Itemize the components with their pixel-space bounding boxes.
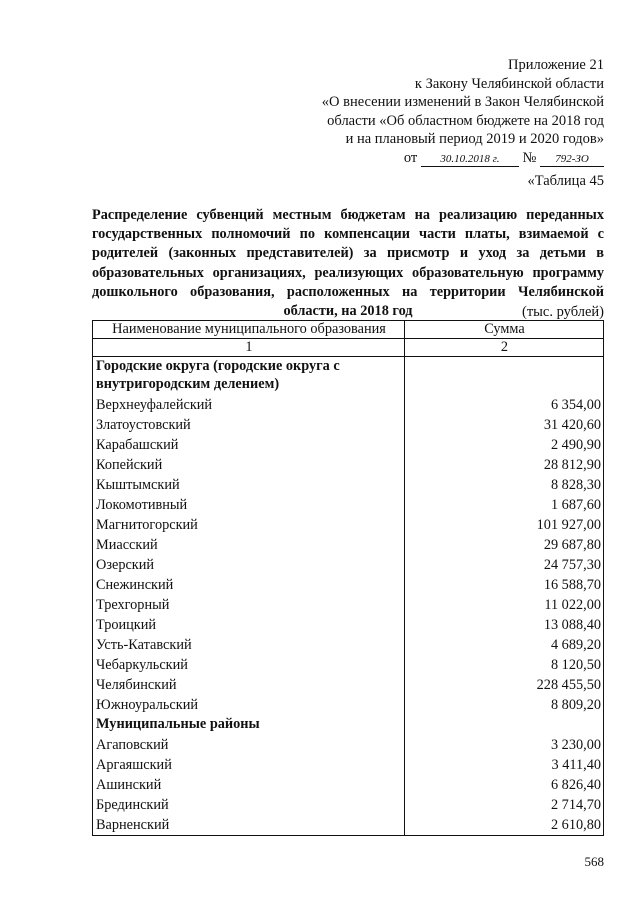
subsidy-amount: 6 354,00 <box>405 395 604 415</box>
subsidy-amount: 228 455,50 <box>405 675 604 695</box>
table-row <box>93 555 604 575</box>
municipality-name: Златоустовский <box>93 415 405 435</box>
appendix-number: Приложение 21 <box>508 57 604 73</box>
section-empty-cell <box>405 357 604 396</box>
subsidy-amount: 2 714,70 <box>405 795 604 815</box>
subsidy-amount: 4 689,20 <box>405 635 604 655</box>
date-prefix: от <box>403 149 418 166</box>
appendix-law-ref: к Закону Челябинской области <box>414 75 604 92</box>
decree-number: 792-ЗО <box>540 152 604 167</box>
header-name: Наименование муниципального образования <box>93 321 405 339</box>
subsidy-amount: 3 411,40 <box>405 755 604 775</box>
subsidy-amount: 6 826,40 <box>405 775 604 795</box>
municipality-name: Озерский <box>93 555 405 575</box>
table-row <box>93 455 604 475</box>
document-title: Распределение субвенций местным бюджетам на реализацию переданных государственных полномочий по компенсации части платы, взимаемой с родителей (законных представителей) за присмотр и уход за детьми в образовательных организациях, реализующих образовательную программу дошкольного образования, расположенных на территории Челябинской области, на 2018 год <box>92 207 604 320</box>
subsidy-amount: 24 757,30 <box>405 555 604 575</box>
table-row <box>93 795 604 815</box>
section-row-city-districts <box>93 357 604 396</box>
municipality-name: Чебаркульский <box>93 655 405 675</box>
table-row <box>93 595 604 615</box>
subsidy-amount: 29 687,80 <box>405 535 604 555</box>
municipality-name: Аргаяшский <box>93 755 405 775</box>
table-row <box>93 575 604 595</box>
subsidy-amount: 28 812,90 <box>405 455 604 475</box>
municipality-name: Кыштымский <box>93 475 405 495</box>
subsidy-table <box>92 320 604 836</box>
municipality-name: Южноуральский <box>93 695 405 715</box>
municipality-name: Локомотивный <box>93 495 405 515</box>
table-label: «Таблица 45 <box>527 173 604 189</box>
units-label: (тыс. рублей) <box>522 304 604 320</box>
municipality-name: Магнитогорский <box>93 515 405 535</box>
subsidy-amount: 13 088,40 <box>405 615 604 635</box>
subsidy-amount: 8 828,30 <box>405 475 604 495</box>
municipality-name: Трехгорный <box>93 595 405 615</box>
table-row <box>93 675 604 695</box>
table-row <box>93 735 604 755</box>
table-row <box>93 495 604 515</box>
table-row <box>93 415 604 435</box>
subsidy-amount: 31 420,60 <box>405 415 604 435</box>
table-row <box>93 755 604 775</box>
section-title: Городские округа (городские округа с внутригородским делением) <box>93 357 405 396</box>
header-sum: Сумма <box>405 321 604 339</box>
subsidy-amount: 11 022,00 <box>405 595 604 615</box>
municipality-name: Ашинский <box>93 775 405 795</box>
appendix-law-title-2: области «Об областном бюджете на 2018 год <box>327 112 604 129</box>
table-row <box>93 515 604 535</box>
page-number: 568 <box>584 854 604 869</box>
section-empty-cell <box>405 715 604 735</box>
municipality-name: Снежинский <box>93 575 405 595</box>
table-row <box>93 535 604 555</box>
appendix-law-title-1: «О внесении изменений в Закон Челябинской <box>321 94 604 110</box>
table-row <box>93 475 604 495</box>
table-row <box>93 815 604 836</box>
subsidy-amount: 8 809,20 <box>405 695 604 715</box>
table-row <box>93 615 604 635</box>
subsidy-amount: 101 927,00 <box>405 515 604 535</box>
number-prefix: № <box>522 149 537 166</box>
municipality-name: Агаповский <box>93 735 405 755</box>
column-number-row <box>93 339 604 357</box>
appendix-law-title-3: и на плановый период 2019 и 2020 годов» <box>345 131 604 147</box>
table-row <box>93 395 604 415</box>
decree-date-line <box>322 149 604 168</box>
municipality-name: Усть-Катавский <box>93 635 405 655</box>
table-row <box>93 435 604 455</box>
table-row <box>93 635 604 655</box>
subsidy-amount: 2 610,80 <box>405 815 604 836</box>
subsidy-amount: 2 490,90 <box>405 435 604 455</box>
subsidy-amount: 8 120,50 <box>405 655 604 675</box>
subsidy-amount: 16 588,70 <box>405 575 604 595</box>
section-title: Муниципальные районы <box>93 715 405 735</box>
appendix-block <box>322 56 604 167</box>
municipality-name: Троицкий <box>93 615 405 635</box>
table-row <box>93 695 604 715</box>
decree-date: 30.10.2018 г. <box>421 152 519 167</box>
subsidy-amount: 1 687,60 <box>405 495 604 515</box>
municipality-name: Миасский <box>93 535 405 555</box>
municipality-name: Карабашский <box>93 435 405 455</box>
table-header-row <box>93 321 604 339</box>
column-number-2: 2 <box>405 339 604 357</box>
column-number-1: 1 <box>93 339 405 357</box>
subsidy-amount: 3 230,00 <box>405 735 604 755</box>
municipality-name: Брединский <box>93 795 405 815</box>
municipality-name: Верхнеуфалейский <box>93 395 405 415</box>
section-row-municipal-districts <box>93 715 604 735</box>
municipality-name: Копейский <box>93 455 405 475</box>
table-row <box>93 775 604 795</box>
table-row <box>93 655 604 675</box>
municipality-name: Челябинский <box>93 675 405 695</box>
municipality-name: Варненский <box>93 815 405 836</box>
